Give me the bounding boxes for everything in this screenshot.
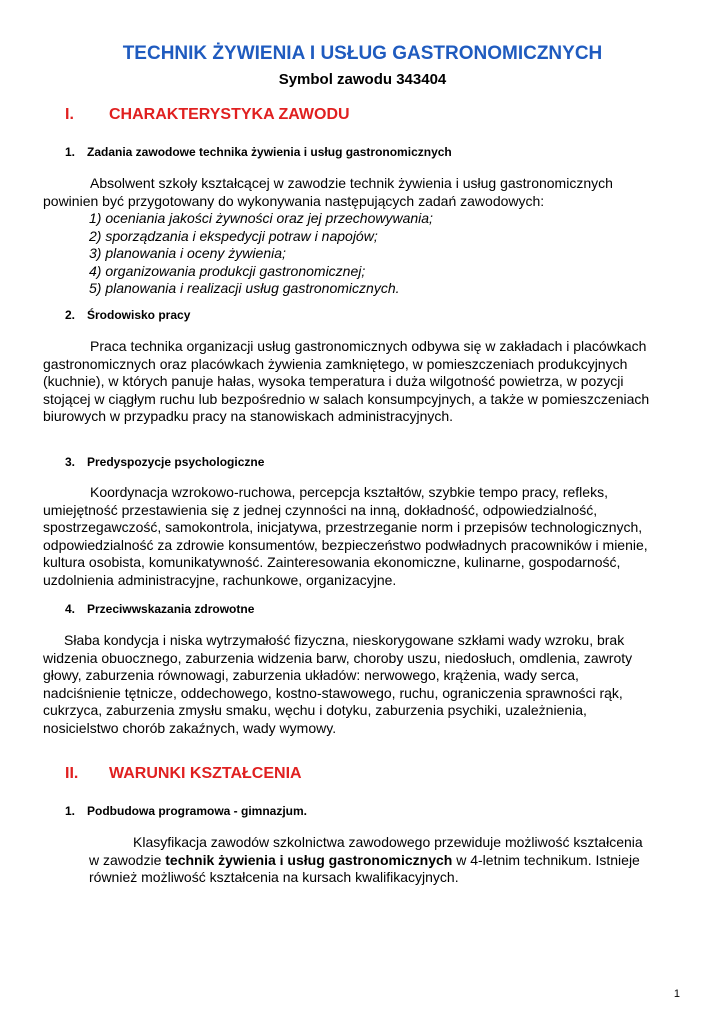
paragraph-curriculum <box>89 834 643 887</box>
paragraph-contraindications <box>43 632 632 737</box>
text-segment: w 4-letnim technikum. Istnieje <box>452 851 640 868</box>
paragraph-environment <box>43 338 649 426</box>
subheading-environment <box>65 308 190 322</box>
subheading-label: Predyspozycje psychologiczne <box>87 455 265 469</box>
subheading-curriculum <box>65 804 307 818</box>
subheading-tasks <box>65 145 452 159</box>
text-line: biurowych w przypadku pracy na stanowiskach administracyjnych. <box>43 408 454 424</box>
section-label: CHARAKTERYSTYKA ZAWODU <box>109 106 350 123</box>
list-item: 3) planowania i oceny żywienia; <box>89 245 286 261</box>
profession-name: technik żywienia i usług gastronomicznych <box>165 851 453 868</box>
subheading-number: 2. <box>65 308 76 322</box>
tasks-list <box>89 210 433 298</box>
text-line: stojącej w ciągłym ruchu lub bezpośrednio w salach konsumpcyjnych, a także w pomieszczeniach <box>43 390 650 407</box>
list-item: 4) organizowania produkcji gastronomicznej; <box>89 262 366 279</box>
text-line: Słaba kondycja i niska wytrzymałość fizyczna, nieskorygowane szkłami wady wzroku, brak <box>64 632 625 648</box>
list-item: 1) oceniania jakości żywności oraz jej przechowywania; <box>89 210 433 226</box>
subheading-label: Podbudowa programowa - gimnazjum. <box>87 804 308 818</box>
subheading-label: Środowisko pracy <box>87 308 191 322</box>
text-line: powinien być przygotowany do wykonywania następujących zadań zawodowych: <box>43 192 545 209</box>
text-line: nosicielstwo chorób zakaźnych, wady wymowy. <box>43 719 337 736</box>
text-line: Klasyfikacja zawodów szkolnictwa zawodowego przewiduje możliwość kształcenia <box>133 834 643 850</box>
text-line: Absolwent szkoły kształcącej w zawodzie technik żywienia i usług gastronomicznych <box>90 175 613 191</box>
text-line: uzdolnienia administracyjne, rachunkowe, organizacyjne. <box>43 571 397 588</box>
text-line: umiejętność przestawienia się z jednej czynności na inną, dokładność, odpowiedzialność, <box>43 501 598 518</box>
subheading-label: Zadania zawodowe technika żywienia i usług gastronomicznych <box>87 145 452 159</box>
text-line <box>89 852 643 870</box>
subheading-number: 1. <box>65 145 76 159</box>
text-line: Koordynacja wzrokowo-ruchowa, percepcja kształtów, szybkie tempo pracy, refleks, <box>90 484 608 500</box>
list-item: 5) planowania i realizacji usług gastronomicznych. <box>89 280 400 296</box>
paragraph-tasks-intro <box>43 175 613 210</box>
list-item: 2) sporządzania i ekspedycji potraw i napojów; <box>89 227 378 244</box>
text-line: Praca technika organizacji usług gastronomicznych odbywa się w zakładach i placówkach <box>90 338 647 354</box>
text-line: cukrzyca, zaburzenia zmysłu smaku, węchu i dotyku, zaburzenia psychiki, uzależnienia, <box>43 702 587 718</box>
text-line: (kuchnie), w których panuje hałas, wysoka temperatura i duża wilgotność powietrza, w pozycji <box>43 373 624 389</box>
text-line: gastronomicznych oraz placówkach żywienia zamkniętego, w pomieszczeniach produkcyjnych <box>43 355 628 372</box>
section-heading-2 <box>65 765 302 783</box>
section-label: WARUNKI KSZTAŁCENIA <box>109 765 302 782</box>
text-line: spostrzegawczość, samokontrola, inicjatywa, przestrzeganie norm i przepisów technologicznych, <box>43 519 643 535</box>
page-number: 1 <box>673 988 680 1000</box>
text-line: kultura osobista, komunikatywność. Zainteresowania ekonomiczne, kulinarne, gospodarność, <box>43 554 621 570</box>
section-number: II. <box>65 765 79 782</box>
subheading-number: 3. <box>65 455 76 469</box>
subheading-number: 4. <box>65 602 76 616</box>
subheading-contraindications <box>65 602 254 616</box>
subheading-label: Przeciwwskazania zdrowotne <box>87 602 255 616</box>
document-subtitle: Symbol zawodu 343404 <box>278 71 447 88</box>
paragraph-psychology <box>43 484 648 589</box>
text-line: głowy, zaburzenia równowagi, zaburzenia układów: nerwowego, krążenia, wady serca, <box>43 667 579 683</box>
text-line: również możliwość kształcenia na kursach kwalifikacyjnych. <box>89 869 459 885</box>
subheading-psychology <box>65 455 264 469</box>
text-line: odpowiedzialność za zdrowie konsumentów, bezpieczeństwo podwładnych pracowników i mienie, <box>43 536 648 553</box>
document-title: TECHNIK ŻYWIENIA I USŁUG GASTRONOMICZNYCH <box>122 43 603 64</box>
section-number: I. <box>65 106 74 123</box>
subheading-number: 1. <box>65 804 76 818</box>
text-line: nadciśnienie tętnicze, oddechowego, kostno-stawowego, ruchu, ograniczenia sprawności rąk, <box>43 684 623 701</box>
text-segment: w zawodzie <box>89 851 166 868</box>
text-line: widzenia obuocznego, zaburzenia widzenia barw, choroby uszu, niedosłuch, omdlenia, zawroty <box>43 649 633 666</box>
section-heading-1 <box>65 106 350 124</box>
